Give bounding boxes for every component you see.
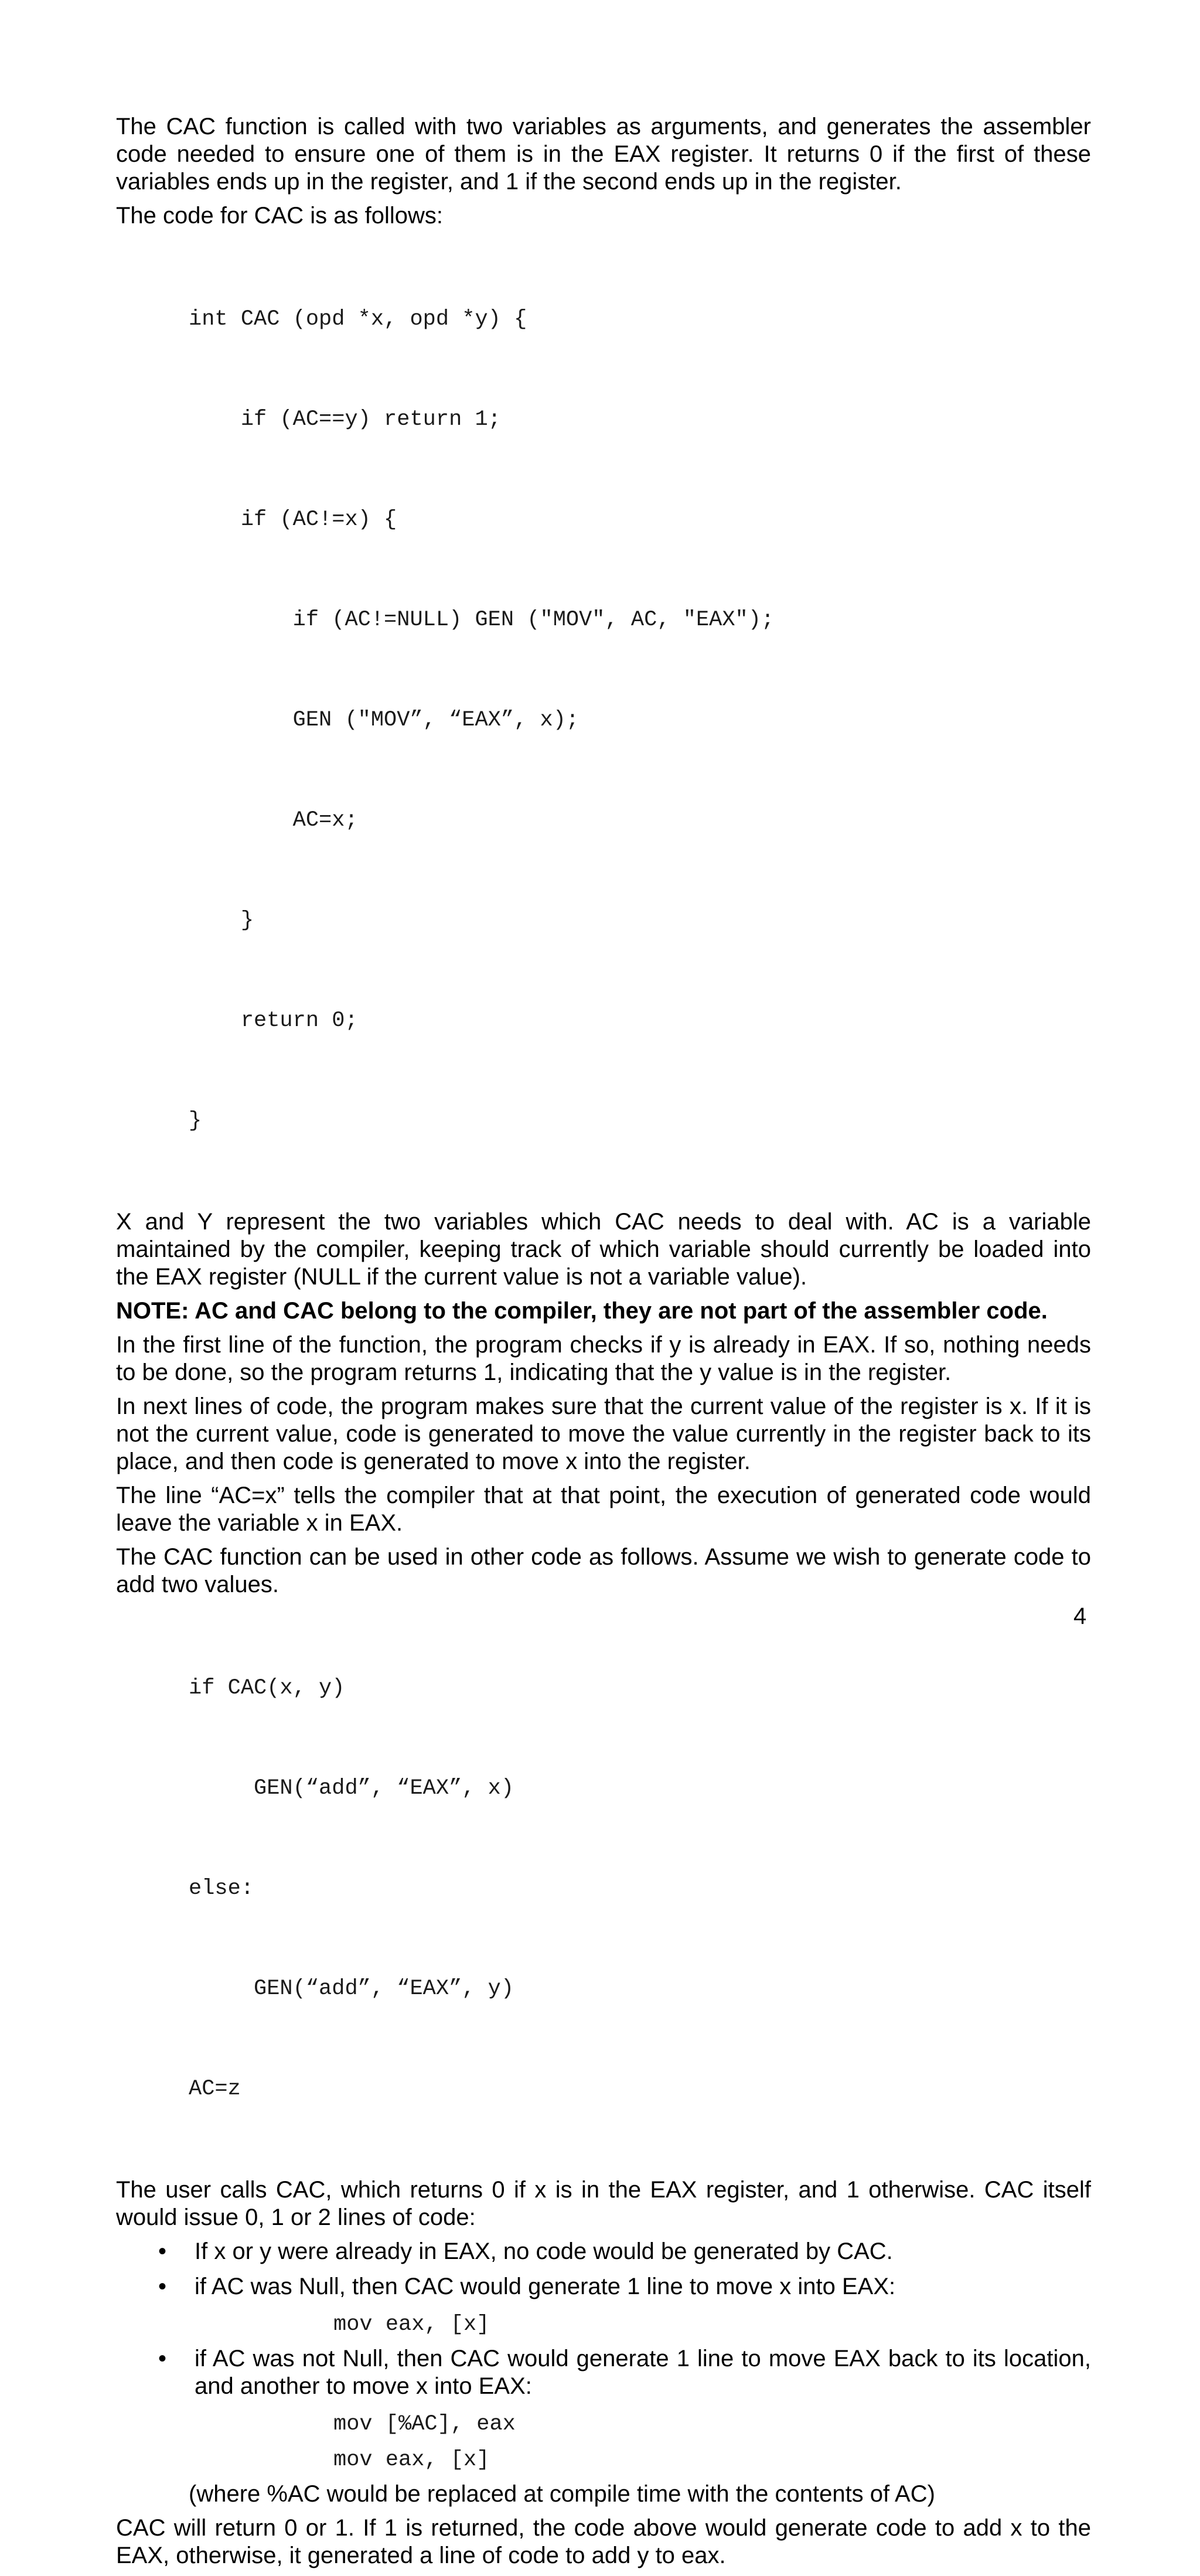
- paragraph-next-lines: In next lines of code, the program makes sure that the current value of the register is x. If it is not the current value, code is generated to move the value currently in the register back to its place, and then code is generated to move x into the register.: [116, 1393, 1091, 1474]
- paragraph-code-intro: The code for CAC is as follows:: [116, 203, 443, 229]
- paragraph-where-note: (where %AC would be replaced at compile time with the contents of AC): [189, 2481, 935, 2507]
- paragraph-usage: The CAC function can be used in other code as follows. Assume we wish to generate code to add two values.: [116, 1544, 1091, 1597]
- code-line: if (AC==y) return 1;: [189, 407, 501, 432]
- code-line: return 0;: [189, 1008, 358, 1033]
- list-item: [116, 2273, 1091, 2301]
- paragraph-ac-line: The line “AC=x” tells the compiler that at that point, the execution of generated code would leave the variable x in EAX.: [116, 1483, 1091, 1536]
- paragraph-conclusion: CAC will return 0 or 1. If 1 is returned, the code above would generate code to add x to the EAX, otherwise, it generated a line of code to add y to eax.: [116, 2515, 1091, 2568]
- code-line: GEN(“add”, “EAX”, x): [189, 1776, 514, 1801]
- code-line: AC=x;: [189, 808, 358, 833]
- list-item-text: if AC was Null, then CAC would generate 1 line to move x into EAX:: [195, 2274, 896, 2299]
- list-item: [116, 2238, 1091, 2265]
- bullet-icon: •: [158, 2274, 167, 2299]
- code-line: mov eax, [x]: [333, 2312, 490, 2337]
- code-line: else:: [189, 1876, 254, 1901]
- code-line: AC=z: [189, 2077, 241, 2101]
- bullet-icon: •: [158, 2346, 167, 2371]
- code-line: if (AC!=x) {: [189, 507, 397, 532]
- list-item-text: if AC was not Null, then CAC would generate 1 line to move EAX back to its location, and another to move x into EAX:: [195, 2346, 1091, 2399]
- page-number: 4: [1073, 1603, 1087, 1629]
- list-item-text: If x or y were already in EAX, no code would be generated by CAC.: [195, 2238, 893, 2264]
- paragraph-variables: X and Y represent the two variables which CAC needs to deal with. AC is a variable maintained by the compiler, keeping track of which variable should currently be loaded into the EAX register (NULL if the current value is not a variable value).: [116, 1209, 1091, 1290]
- code-line: }: [189, 1109, 202, 1133]
- code-line: int CAC (opd *x, opd *y) {: [189, 307, 527, 332]
- code-line: GEN(“add”, “EAX”, y): [189, 1977, 514, 2001]
- note-paragraph: NOTE: AC and CAC belong to the compiler, they are not part of the assembler code.: [116, 1298, 1048, 1324]
- bullet-list: [116, 2238, 1091, 2301]
- code-line: GEN ("MOV”, “EAX”, x);: [189, 708, 579, 732]
- code-line: }: [189, 908, 254, 933]
- document-page: [116, 113, 1091, 2576]
- code-line: if CAC(x, y): [189, 1676, 345, 1701]
- code-line: mov [%AC], eax: [333, 2412, 516, 2437]
- paragraph-intro: The CAC function is called with two variables as arguments, and generates the assembler code needed to ensure one of them is in the EAX register. It returns 0 if the first of these variables ends up in the register, and 1 if the second ends up in the register.: [116, 114, 1091, 195]
- code-block-usage: [116, 1605, 1091, 2173]
- paragraph-first-line: In the first line of the function, the program checks if y is already in EAX. If so, nothing needs to be done, so the program returns 1, indicating that the y value is in the register.: [116, 1332, 1091, 1385]
- bullet-icon: •: [158, 2238, 167, 2264]
- code-line: if (AC!=NULL) GEN ("MOV", AC, "EAX");: [189, 608, 775, 632]
- code-line: mov eax, [x]: [333, 2448, 490, 2472]
- list-item: [116, 2345, 1091, 2400]
- paragraph-user-calls: The user calls CAC, which returns 0 if x is in the EAX register, and 1 otherwise. CAC itself would issue 0, 1 or 2 lines of code:: [116, 2177, 1091, 2230]
- code-block-cac-function: [116, 236, 1091, 1205]
- bullet-list: [116, 2345, 1091, 2400]
